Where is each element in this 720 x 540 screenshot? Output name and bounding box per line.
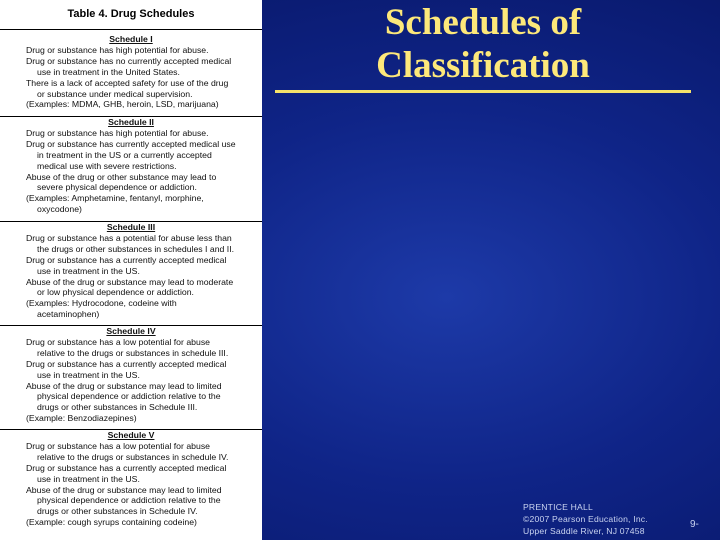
page-number: 9- — [690, 519, 699, 530]
schedule-line: or substance under medical supervision. — [37, 88, 193, 99]
schedule-line: Drug or substance has no currently accepted medical — [26, 55, 232, 66]
schedule-line: Abuse of the drug or substance may lead to limited — [26, 380, 222, 391]
schedule-line: (Examples: Amphetamine, fentanyl, morphine, — [26, 193, 204, 204]
table-title: Table 4. Drug Schedules — [0, 0, 262, 30]
schedule-line: oxycodone) — [37, 204, 82, 215]
schedule-line: drugs or other substances in Schedule III. — [37, 402, 198, 413]
schedule-block — [0, 116, 262, 215]
slide-title — [275, 1, 691, 87]
schedule-line: physical dependence or addiction relative to the — [37, 391, 221, 402]
schedule-line: relative to the drugs or substances in schedule III. — [37, 347, 229, 358]
schedule-line: use in treatment in the US. — [37, 369, 140, 380]
schedule-line: Abuse of the drug or substance may lead to moderate — [26, 276, 234, 287]
footer-copyright: ©2007 Pearson Education, Inc. — [523, 514, 648, 524]
schedule-heading: Schedule II — [108, 117, 154, 127]
footer-publisher: PRENTICE HALL — [523, 502, 593, 512]
schedule-line: Drug or substance has high potential for abuse. — [26, 44, 209, 55]
footer-address: Upper Saddle River, NJ 07458 — [523, 526, 645, 536]
schedule-line: (Examples: Hydrocodone, codeine with — [26, 298, 177, 309]
drug-schedules-table — [0, 0, 262, 540]
schedule-line: in treatment in the US or a currently accepted — [37, 149, 212, 160]
schedule-line: Drug or substance has a currently accepted medical — [26, 358, 227, 369]
schedule-line: Drug or substance has a currently accepted medical — [26, 462, 227, 473]
schedule-line: (Examples: MDMA, GHB, heroin, LSD, marijuana) — [26, 99, 219, 110]
schedule-line: use in treatment in the US. — [37, 265, 140, 276]
schedule-line: Drug or substance has a currently accepted medical — [26, 254, 227, 265]
schedule-line: or low physical dependence or addiction. — [37, 287, 194, 298]
schedule-line: Drug or substance has a potential for abuse less than — [26, 232, 232, 243]
schedule-heading: Schedule III — [106, 222, 156, 232]
schedule-line: (Example: Benzodiazepines) — [26, 413, 137, 424]
schedule-heading: Schedule IV — [106, 326, 156, 336]
schedule-line: Drug or substance has high potential for abuse. — [26, 127, 209, 138]
title-underline — [275, 90, 691, 93]
schedule-heading: Schedule V — [107, 430, 155, 440]
schedule-line: use in treatment in the United States. — [37, 66, 180, 77]
schedule-line: acetaminophen) — [37, 309, 100, 320]
schedule-line: Abuse of the drug or substance may lead to limited — [26, 484, 222, 495]
schedule-line: (Example: cough syrups containing codeine) — [26, 517, 197, 528]
slide-title-line-1: Schedules of — [384, 2, 582, 43]
schedule-line: There is a lack of accepted safety for use of the drug — [26, 77, 229, 88]
schedule-block — [0, 325, 262, 424]
slide-title-line-2: Classification — [376, 45, 590, 86]
schedule-line: use in treatment in the US. — [37, 473, 140, 484]
schedule-line: physical dependence or addiction relative to the — [37, 495, 221, 506]
schedule-heading: Schedule I — [109, 34, 153, 44]
schedule-line: severe physical dependence or addiction. — [37, 182, 197, 193]
schedule-block — [0, 221, 262, 320]
schedule-block — [0, 429, 262, 528]
schedule-line: Drug or substance has currently accepted medical use — [26, 138, 236, 149]
footer-credit — [523, 501, 683, 537]
schedule-line: Drug or substance has a low potential for abuse — [26, 336, 210, 347]
schedule-block — [0, 34, 262, 110]
schedule-line: Abuse of the drug or other substance may lead to — [26, 171, 217, 182]
schedule-line: relative to the drugs or substances in schedule IV. — [37, 451, 229, 462]
schedule-line: Drug or substance has a low potential for abuse — [26, 440, 210, 451]
schedule-line: drugs or other substances in Schedule IV. — [37, 506, 198, 517]
schedule-line: the drugs or other substances in schedules I and II. — [37, 243, 235, 254]
schedule-line: medical use with severe restrictions. — [37, 160, 177, 171]
